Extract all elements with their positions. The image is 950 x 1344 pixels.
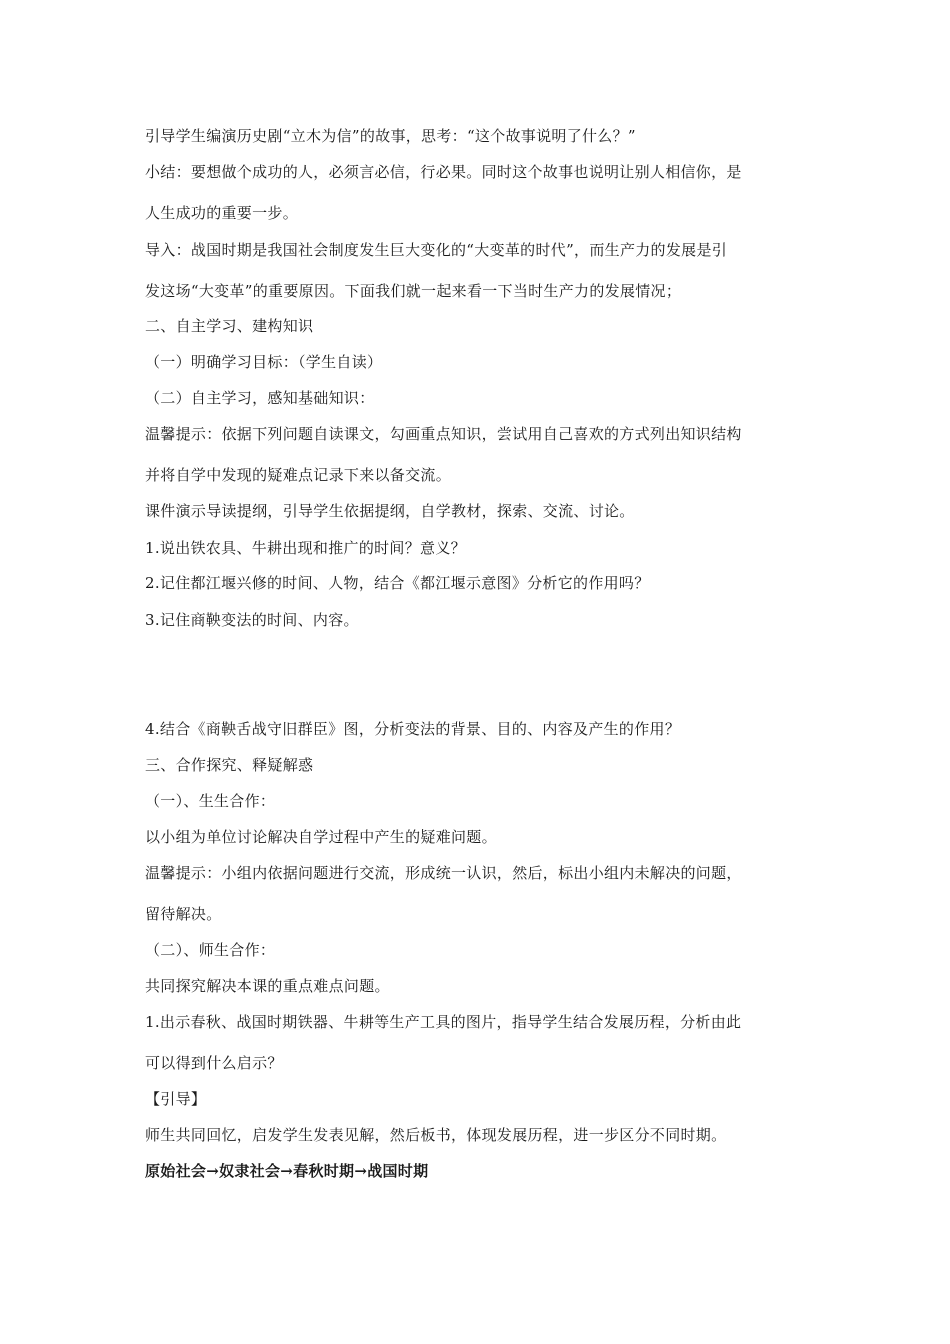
history-sequence: 原始社会→奴隶社会→春秋时期→战国时期 (145, 1162, 429, 1180)
paragraph-line: 共同探究解决本课的重点难点问题。 (145, 977, 390, 995)
paragraph-line: 师生共同回忆，启发学生发表见解，然后板书，体现发展历程，进一步区分不同时期。 (145, 1126, 727, 1144)
section-heading: 二、自主学习、建构知识 (145, 317, 314, 335)
subsection-heading: （二）自主学习，感知基础知识： (145, 389, 375, 407)
paragraph-line: 并将自学中发现的疑难点记录下来以备交流。 (145, 466, 452, 484)
list-item: 1.出示春秋、战国时期铁器、牛耕等生产工具的图片，指导学生结合发展历程，分析由此 (145, 1013, 742, 1031)
list-item: 1.说出铁农具、牛耕出现和推广的时间？意义？ (145, 539, 466, 557)
paragraph-line: 课件演示导读提纲，引导学生依据提纲，自学教材，探索、交流、讨论。 (145, 502, 635, 520)
guide-label: 【引导】 (145, 1090, 207, 1108)
paragraph-line: 人生成功的重要一步。 (145, 204, 299, 222)
paragraph-line: 以小组为单位讨论解决自学过程中产生的疑难问题。 (145, 828, 497, 846)
list-item: 4.结合《商鞅舌战守旧群臣》图，分析变法的背景、目的、内容及产生的作用？ (145, 720, 681, 738)
paragraph-line: 温馨提示：小组内依据问题进行交流，形成统一认识，然后，标出小组内未解决的问题， (145, 864, 742, 882)
subsection-heading: （二）、师生合作： (145, 941, 276, 959)
paragraph-line: 温馨提示：依据下列问题自读课文，勾画重点知识，尝试用自己喜欢的方式列出知识结构 (145, 425, 742, 443)
paragraph-line: 发这场“大变革”的重要原因。下面我们就一起来看一下当时生产力的发展情况； (145, 282, 682, 300)
subsection-heading: （一）、生生合作： (145, 792, 276, 810)
list-item: 2.记住都江堰兴修的时间、人物，结合《都江堰示意图》分析它的作用吗？ (145, 574, 650, 592)
list-item: 3.记住商鞅变法的时间、内容。 (145, 611, 359, 629)
paragraph-line: 引导学生编演历史剧“立木为信”的故事，思考：“这个故事说明了什么？” (145, 127, 636, 145)
paragraph-line: 小结：要想做个成功的人，必须言必信，行必果。同时这个故事也说明让别人相信你，是 (145, 163, 742, 181)
section-heading: 三、合作探究、释疑解惑 (145, 756, 314, 774)
paragraph-line: 导入：战国时期是我国社会制度发生巨大变化的“大变革的时代”，而生产力的发展是引 (145, 241, 728, 259)
subsection-heading: （一）明确学习目标：（学生自读） (145, 353, 383, 371)
paragraph-line: 可以得到什么启示？ (145, 1054, 283, 1072)
paragraph-line: 留待解决。 (145, 905, 222, 923)
